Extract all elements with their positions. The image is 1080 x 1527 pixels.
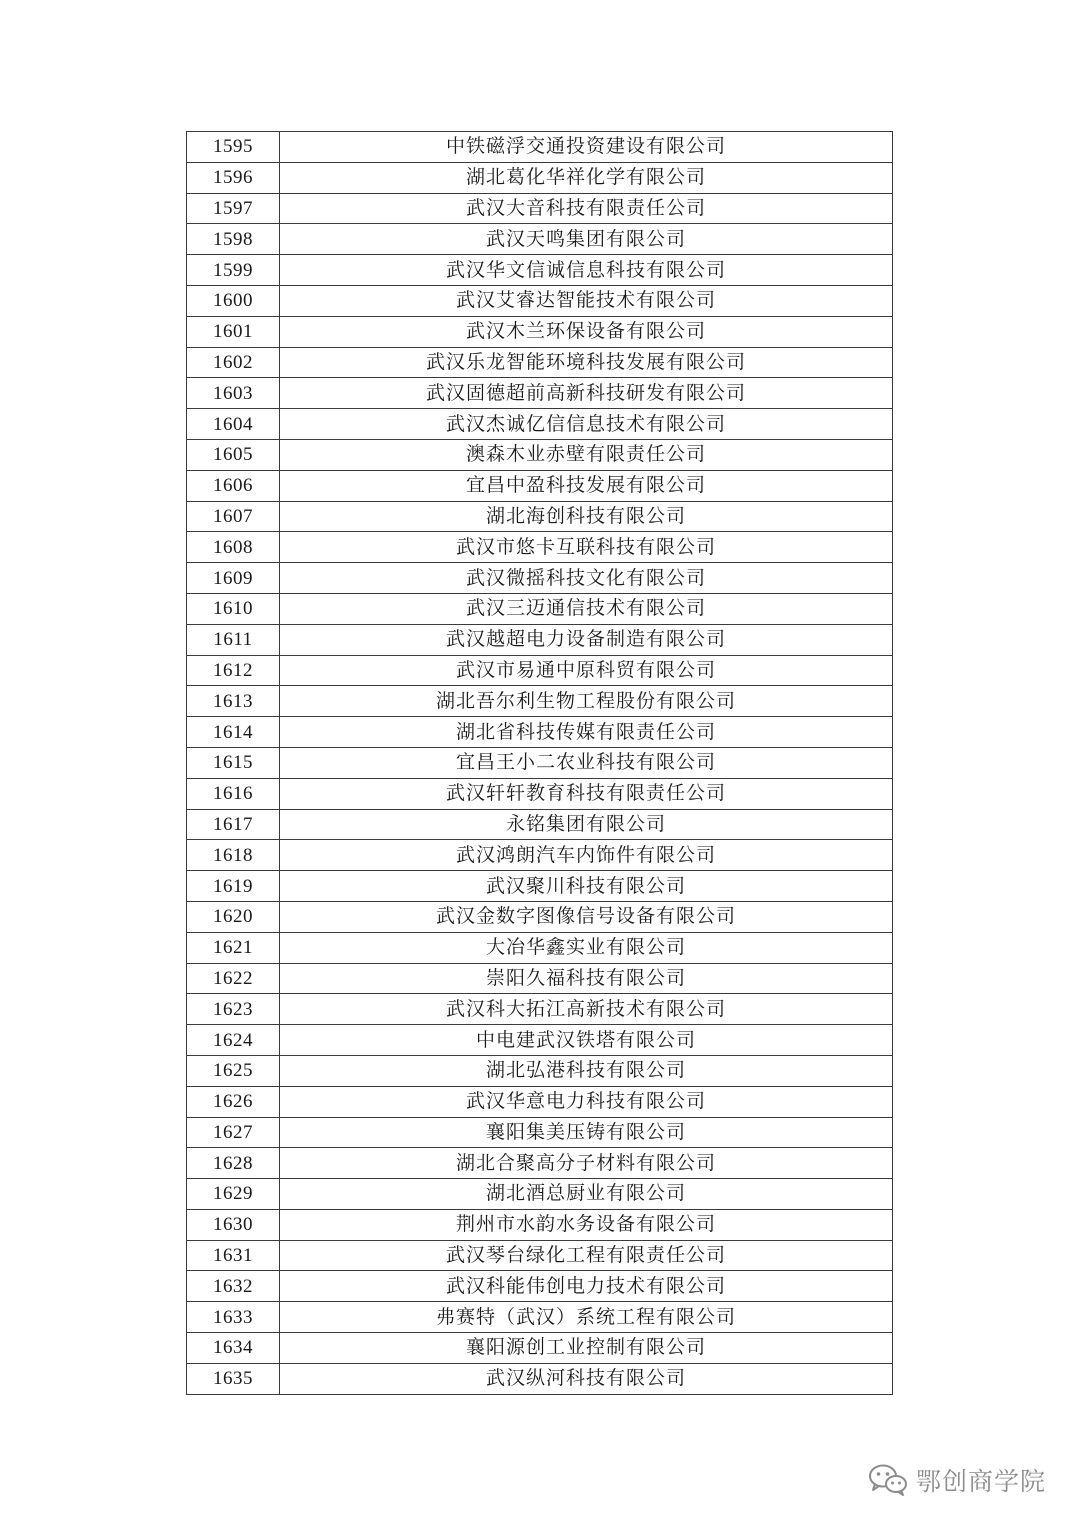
company-name: 武汉鸿朗汽车内饰件有限公司: [280, 840, 893, 871]
table-row: [187, 409, 893, 440]
table-row: [187, 378, 893, 409]
row-number: 1613: [187, 686, 280, 717]
company-name: 湖北酒总厨业有限公司: [280, 1179, 893, 1210]
table-row: [187, 1117, 893, 1148]
row-number: 1631: [187, 1240, 280, 1271]
company-name: 武汉聚川科技有限公司: [280, 871, 893, 902]
table-row: [187, 470, 893, 501]
row-number: 1622: [187, 963, 280, 994]
company-name: 武汉天鸣集团有限公司: [280, 224, 893, 255]
table-row: [187, 624, 893, 655]
row-number: 1605: [187, 439, 280, 470]
company-name: 宜昌王小二农业科技有限公司: [280, 747, 893, 778]
row-number: 1617: [187, 809, 280, 840]
table-row: [187, 871, 893, 902]
company-name: 宜昌中盈科技发展有限公司: [280, 470, 893, 501]
company-name: 武汉华意电力科技有限公司: [280, 1086, 893, 1117]
table-row: [187, 1025, 893, 1056]
row-number: 1595: [187, 132, 280, 163]
table-row: [187, 347, 893, 378]
watermark-text: 鄂创商学院: [915, 1467, 1046, 1496]
company-name: 武汉微摇科技文化有限公司: [280, 563, 893, 594]
company-name: 湖北吾尔利生物工程股份有限公司: [280, 686, 893, 717]
table-body: [187, 132, 893, 1395]
company-name: 弗赛特（武汉）系统工程有限公司: [280, 1302, 893, 1333]
table-row: [187, 193, 893, 224]
table-row: [187, 1271, 893, 1302]
company-name: 湖北合聚高分子材料有限公司: [280, 1148, 893, 1179]
row-number: 1611: [187, 624, 280, 655]
row-number: 1598: [187, 224, 280, 255]
company-name: 湖北省科技传媒有限责任公司: [280, 717, 893, 748]
table-row: [187, 901, 893, 932]
watermark: [868, 1460, 1046, 1500]
row-number: 1630: [187, 1209, 280, 1240]
company-name: 武汉市易通中原科贸有限公司: [280, 655, 893, 686]
row-number: 1616: [187, 778, 280, 809]
company-name: 襄阳源创工业控制有限公司: [280, 1333, 893, 1364]
row-number: 1619: [187, 871, 280, 902]
company-name: 武汉杰诚亿信信息技术有限公司: [280, 409, 893, 440]
row-number: 1614: [187, 717, 280, 748]
row-number: 1596: [187, 162, 280, 193]
row-number: 1627: [187, 1117, 280, 1148]
row-number: 1599: [187, 255, 280, 286]
company-name: 荆州市水韵水务设备有限公司: [280, 1209, 893, 1240]
table-row: [187, 1086, 893, 1117]
table-row: [187, 747, 893, 778]
row-number: 1632: [187, 1271, 280, 1302]
company-name: 武汉乐龙智能环境科技发展有限公司: [280, 347, 893, 378]
row-number: 1607: [187, 501, 280, 532]
table-row: [187, 1302, 893, 1333]
table-row: [187, 285, 893, 316]
row-number: 1600: [187, 285, 280, 316]
table-row: [187, 655, 893, 686]
company-name: 武汉华文信诚信息科技有限公司: [280, 255, 893, 286]
table-row: [187, 1148, 893, 1179]
row-number: 1633: [187, 1302, 280, 1333]
row-number: 1615: [187, 747, 280, 778]
row-number: 1634: [187, 1333, 280, 1364]
company-name: 武汉纵河科技有限公司: [280, 1363, 893, 1394]
table-row: [187, 840, 893, 871]
table-row: [187, 563, 893, 594]
table-row: [187, 1240, 893, 1271]
row-number: 1635: [187, 1363, 280, 1394]
row-number: 1628: [187, 1148, 280, 1179]
table-row: [187, 1363, 893, 1394]
company-name: 湖北海创科技有限公司: [280, 501, 893, 532]
table-row: [187, 316, 893, 347]
row-number: 1603: [187, 378, 280, 409]
table-row: [187, 686, 893, 717]
table-row: [187, 501, 893, 532]
company-name: 武汉轩轩教育科技有限责任公司: [280, 778, 893, 809]
company-name: 襄阳集美压铸有限公司: [280, 1117, 893, 1148]
company-name: 武汉科能伟创电力技术有限公司: [280, 1271, 893, 1302]
table-row: [187, 809, 893, 840]
company-name: 武汉金数字图像信号设备有限公司: [280, 901, 893, 932]
row-number: 1606: [187, 470, 280, 501]
table-row: [187, 439, 893, 470]
table-row: [187, 593, 893, 624]
company-list-table: [186, 131, 893, 1395]
row-number: 1602: [187, 347, 280, 378]
company-name: 大冶华鑫实业有限公司: [280, 932, 893, 963]
row-number: 1597: [187, 193, 280, 224]
company-name: 武汉艾睿达智能技术有限公司: [280, 285, 893, 316]
table-row: [187, 1333, 893, 1364]
company-name: 武汉木兰环保设备有限公司: [280, 316, 893, 347]
company-name: 湖北弘港科技有限公司: [280, 1055, 893, 1086]
company-name: 中电建武汉铁塔有限公司: [280, 1025, 893, 1056]
row-number: 1626: [187, 1086, 280, 1117]
wechat-icon: [868, 1463, 908, 1497]
company-name: 崇阳久福科技有限公司: [280, 963, 893, 994]
table-row: [187, 132, 893, 163]
table-row: [187, 994, 893, 1025]
table-row: [187, 717, 893, 748]
table-row: [187, 932, 893, 963]
row-number: 1621: [187, 932, 280, 963]
row-number: 1623: [187, 994, 280, 1025]
row-number: 1609: [187, 563, 280, 594]
table-row: [187, 224, 893, 255]
table-row: [187, 162, 893, 193]
company-name: 武汉固德超前高新科技研发有限公司: [280, 378, 893, 409]
company-name: 武汉琴台绿化工程有限责任公司: [280, 1240, 893, 1271]
company-name: 武汉科大拓江高新技术有限公司: [280, 994, 893, 1025]
table-row: [187, 532, 893, 563]
table-row: [187, 1179, 893, 1210]
table-row: [187, 963, 893, 994]
row-number: 1620: [187, 901, 280, 932]
row-number: 1625: [187, 1055, 280, 1086]
table-row: [187, 255, 893, 286]
company-name: 武汉三迈通信技术有限公司: [280, 593, 893, 624]
row-number: 1608: [187, 532, 280, 563]
company-name: 永铭集团有限公司: [280, 809, 893, 840]
row-number: 1629: [187, 1179, 280, 1210]
company-name: 武汉大音科技有限责任公司: [280, 193, 893, 224]
company-name: 中铁磁浮交通投资建设有限公司: [280, 132, 893, 163]
table-row: [187, 778, 893, 809]
table-row: [187, 1209, 893, 1240]
table-row: [187, 1055, 893, 1086]
row-number: 1624: [187, 1025, 280, 1056]
company-name: 武汉越超电力设备制造有限公司: [280, 624, 893, 655]
company-name: 澳森木业赤壁有限责任公司: [280, 439, 893, 470]
row-number: 1618: [187, 840, 280, 871]
row-number: 1612: [187, 655, 280, 686]
row-number: 1604: [187, 409, 280, 440]
row-number: 1601: [187, 316, 280, 347]
row-number: 1610: [187, 593, 280, 624]
company-name: 湖北葛化华祥化学有限公司: [280, 162, 893, 193]
company-name: 武汉市悠卡互联科技有限公司: [280, 532, 893, 563]
